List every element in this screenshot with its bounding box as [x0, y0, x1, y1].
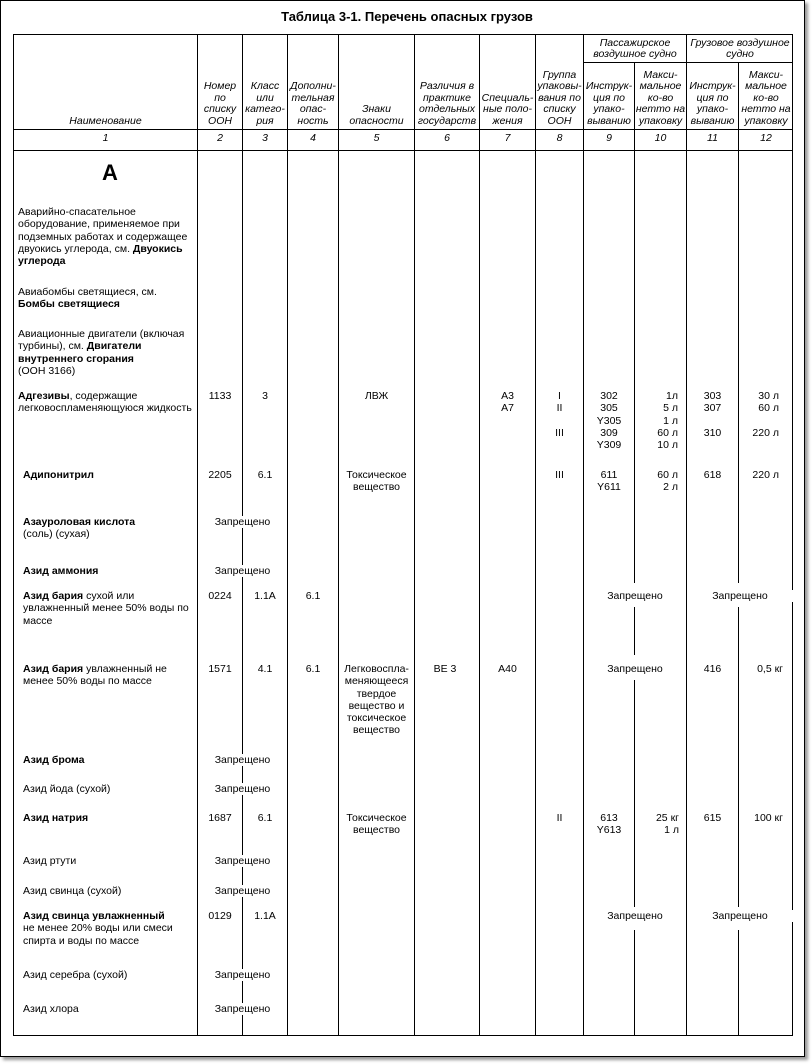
table-cell-cargo-instruction: 615	[703, 812, 722, 824]
column-number: 12	[760, 132, 772, 144]
table-row-name: Азид свинца (сухой)	[23, 885, 122, 897]
table-cell-passenger-max: 1л 5 л 1 л 60 л 10 л	[657, 390, 678, 452]
table-cell-forbidden: Запрещено	[198, 783, 287, 795]
column-number: 8	[556, 132, 563, 144]
table-row-name: Адипонитрил	[23, 469, 94, 481]
column-header-special-provisions: Специаль-ные поло-жения	[481, 91, 534, 127]
column-number: 5	[373, 132, 380, 144]
column-divider	[634, 607, 635, 655]
table-row-name: Азид хлора	[23, 1003, 79, 1015]
column-divider	[583, 35, 584, 1036]
table-cell-passenger-max: 25 кг 1 л	[655, 812, 679, 837]
table-cell-class: 6.1	[257, 469, 273, 481]
table-cell-label: ЛВЖ	[364, 390, 389, 402]
column-header-labels: Знаки опасности	[349, 103, 404, 127]
table-cell-un-number: 2205	[208, 469, 232, 481]
column-divider	[535, 35, 536, 1036]
column-number: 2	[217, 132, 223, 144]
column-header-cargo-max: Макси-мальное ко-во нетто на упаковку	[741, 68, 791, 127]
table-cell-un-number: 1571	[208, 663, 232, 675]
dangerous-goods-table	[13, 34, 793, 1036]
cargo-aircraft-header: Грузовое воздушное судно	[690, 36, 790, 60]
table-cell-label: Токсическое вещество	[346, 469, 407, 494]
table-cell-cargo-instruction: 303 307 310	[703, 390, 722, 439]
table-cell-cargo-instruction: 416	[703, 663, 722, 675]
column-number: 11	[707, 132, 718, 144]
section-letter: А	[102, 160, 118, 185]
column-header-class: Класс или катего-рия	[245, 80, 285, 127]
table-cell-cargo-max: 0,5 кг	[757, 663, 783, 675]
table-cell-cargo-max: 30 л 60 л 220 л	[752, 390, 779, 439]
table-row-name: Азид аммония	[23, 565, 99, 577]
table-cell-passenger-max: 60 л 2 л	[657, 469, 678, 494]
column-divider	[338, 35, 339, 1036]
column-number: 1	[102, 132, 109, 144]
number-row-rule	[14, 150, 793, 151]
column-header-state-variations: Различия в практике отдельных государств	[417, 80, 477, 127]
table-cell-class: 4.1	[257, 663, 273, 675]
table-cell-forbidden: Запрещено	[198, 855, 287, 867]
column-number: 7	[504, 132, 511, 144]
table-title: Таблица 3-1. Перечень опасных грузов	[281, 9, 533, 24]
table-cell-label: Токсическое вещество	[346, 812, 407, 837]
group-header-rule	[583, 62, 793, 63]
column-header-passenger-instruction: Инструк-ция по упако-выванию	[585, 80, 633, 127]
table-cell-forbidden: Запрещено	[198, 565, 287, 577]
table-cell-passenger-instruction: 302 305 Y305 309 Y309	[596, 390, 622, 452]
column-divider	[287, 35, 288, 1036]
column-number: 4	[310, 132, 316, 144]
table-row-name: Азид серебра (сухой)	[23, 969, 128, 981]
table-cell-packing-group: III	[555, 469, 564, 481]
table-cell-special-provisions: А3 А7	[501, 390, 514, 415]
table-row-name: Аварийно-спасательное оборудование, применяемое при подземных работах и содержащее двуокись углерода, см. Двуокись углерода	[18, 206, 188, 268]
table-row-name: Авиабомбы светящиеся, см. Бомбы светящиеся	[18, 286, 157, 311]
table-cell-label: Легковоспла-меняющееся твердое вещество и токсическое вещество	[344, 663, 409, 737]
table-row-name: Азид брома	[23, 754, 85, 766]
table-cell-class: 6.1	[257, 812, 273, 824]
table-cell-forbidden: Запрещено	[198, 516, 287, 528]
table-cell-un-number: 1687	[208, 812, 232, 824]
table-row-name: Азид йода (сухой)	[23, 783, 111, 795]
column-number: 10	[654, 132, 667, 144]
table-cell-forbidden: Запрещено	[198, 1003, 287, 1015]
table-cell-class: 1.1А	[254, 910, 276, 922]
table-cell-cargo-instruction: 618	[703, 469, 722, 481]
table-row-name: Азид ртути	[23, 855, 77, 867]
table-cell-forbidden: Запрещено	[198, 885, 287, 897]
table-cell-packing-group: I II III	[555, 390, 564, 439]
table-cell-class: 3	[262, 390, 268, 402]
column-header-passenger-max: Макси-мальное ко-во нетто на упаковку	[635, 68, 686, 127]
table-row-name: Адгезивы, содержащие легковоспламеняющуюся жидкость	[18, 390, 192, 415]
column-divider	[634, 930, 635, 1036]
table-cell-subsidiary-risk: 6.1	[305, 590, 321, 602]
table-cell-state-variation: BE 3	[433, 663, 457, 675]
table-cell-un-number: 0224	[208, 590, 232, 602]
table-cell-forbidden: Запрещено	[198, 754, 287, 766]
column-number: 3	[262, 132, 268, 144]
table-cell-subsidiary-risk: 6.1	[305, 663, 321, 675]
table-cell-passenger-instruction: 613 Y613	[596, 812, 622, 837]
table-row-name: Азид бария увлажненный не менее 50% воды по массе	[23, 663, 167, 688]
column-divider	[738, 930, 739, 1036]
column-number: 6	[444, 132, 450, 144]
column-divider	[414, 35, 415, 1036]
table-cell-forbidden: Запрещено	[198, 969, 287, 981]
table-row-name: Азид натрия	[23, 812, 89, 824]
column-header-name: Наименование	[69, 114, 142, 127]
table-cell-un-number: 0129	[208, 910, 232, 922]
table-row-name: Авиационные двигатели (включая турбины), см. Двигатели внутреннего сгорания (ООН 3166)	[18, 328, 185, 377]
column-number: 9	[606, 132, 612, 144]
column-divider	[634, 680, 635, 907]
table-cell-passenger-instruction: 611 Y611	[597, 469, 621, 494]
column-divider	[738, 607, 739, 907]
column-header-cargo-instruction: Инструк-ция по упако-выванию	[689, 80, 736, 127]
column-header-packing-group: Группа упаковы-вания по списку ООН	[537, 68, 582, 127]
table-cell-packing-group: II	[556, 812, 563, 824]
table-cell-un-number: 1133	[208, 390, 232, 402]
table-row-name: Азид бария сухой или увлажненный менее 50% воды по массе	[23, 590, 189, 627]
column-divider	[686, 35, 687, 1036]
table-cell-cargo-max: 100 кг	[754, 812, 783, 824]
table-cell-cargo-forbidden: Запрещено	[687, 590, 793, 602]
table-cell-class: 1.1А	[254, 590, 276, 602]
table-row-name: Азид свинца увлажненный не менее 20% воды или смеси спирта и воды по массе	[23, 910, 173, 947]
table-cell-cargo-max: 220 л	[752, 469, 779, 481]
table-cell-passenger-forbidden: Запрещено	[584, 590, 686, 602]
header-rule	[14, 129, 793, 130]
column-divider	[479, 35, 480, 1036]
table-cell-cargo-forbidden: Запрещено	[687, 910, 793, 922]
table-cell-special-provisions: А40	[498, 663, 517, 675]
table-row-name: Азауроловая кислота (соль) (сухая)	[23, 516, 136, 541]
table-cell-passenger-forbidden: Запрещено	[584, 663, 686, 675]
column-header-un-number: Номер по списку ООН	[203, 80, 237, 127]
passenger-aircraft-header: Пассажирское воздушное судно	[593, 36, 677, 60]
column-header-subsidiary-risk: Дополни-тельная опас-ность	[290, 80, 336, 127]
table-cell-passenger-forbidden: Запрещено	[584, 910, 686, 922]
